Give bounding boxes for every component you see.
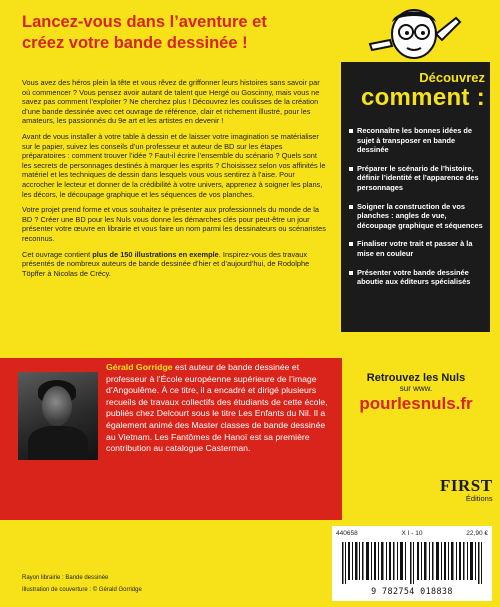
back-cover-description — [22, 78, 328, 284]
paragraph-steps: Avant de vous installer à votre table à dessin et de laisser votre imagination se matérialiser sur le papier, suivez les conseils d’un professeur et auteur de BD sur les étapes préparatoires : comment trouver l’idée ? Faut-il écrire l’ensemble du scénario ? Quels sont les secrets de personnages destinés à marquer les esprits ? Choisissez selon vos affinités le matériel et les techniques de dessin dans lesquels vous vous sentirez à l’aise. Pour accrocher le lecteur et donner de la crédibilité à votre univers, apprenez à soigner les plans, les décors, le découpage graphique et les séquences de vos planches. — [22, 131, 326, 199]
footer-rayon: Rayon librairie : Bande dessinée — [22, 575, 109, 581]
headline-line-1: Lancez-vous dans l’aventure et — [22, 13, 267, 31]
contents-pre: Cet ouvrage contient — [22, 249, 93, 259]
decouvrez-panel — [341, 62, 490, 332]
nuls-website: pourlesnuls.fr — [359, 394, 473, 413]
barcode — [332, 526, 492, 601]
author-name: Gérald Gorridge — [106, 362, 173, 372]
barcode-mid: X I - 10 — [401, 530, 423, 537]
paragraph-project: Votre projet prend forme et vous souhaitez le présenter aux professionnels du monde de la BD ? Créer une BD pour les Nuls vous donne les démarches clés pour peut-être un jour présenter votre œuvre en librairie et vous faire un nom parmi les dessinateurs ou scénaristes reconnus. — [22, 205, 326, 243]
isbn-number: 9 782754 018838 — [371, 586, 453, 596]
author-section — [0, 358, 342, 520]
barcode-bars-icon — [340, 542, 484, 584]
feature-list — [347, 126, 485, 296]
publisher-sub: Éditions — [465, 494, 493, 503]
barcode-price: 22,90 € — [466, 530, 488, 537]
paragraph-intro: Vous avez des héros plein la tête et vous rêvez de griffonner leurs histoires sans savoir par où commencer ? Vous pensez avoir autant de talent que Hergé ou Goscinny, mais vous ne savez pas comment l’exploiter ? Ne cherchez plus ! Découvrez les coulisses de la création d’une bande dessinée avec cet ouvrage de référence, clair et richement illustré, pour les amateurs, les passionnés du 9e art et les artistes en devenir ! — [22, 78, 320, 126]
list-item: Préparer le scénario de l’histoire, définir l’identité et l’apparence des personnages — [347, 164, 485, 193]
footer-credit: Illustration de couverture : © Gérald Gorridge — [22, 587, 142, 593]
contents-post: . Inspirez-vous des travaux présentés de nombreux auteurs de bande dessinée d’hier et d’aujourd’hui, de Rodolphe Töpffer à Nicolas de Crécy. — [22, 249, 310, 278]
nuls-website-promo — [341, 372, 491, 414]
footer — [22, 572, 322, 596]
headline — [22, 12, 322, 54]
paragraph-contents — [22, 250, 328, 279]
author-portrait — [18, 372, 98, 460]
list-item: Reconnaître les bonnes idées de sujet à transposer en bande dessinée — [347, 126, 485, 155]
author-bio — [106, 362, 334, 455]
barcode-code: 440658 — [336, 530, 358, 537]
list-item: Finaliser votre trait et passer à la mise en couleur — [347, 239, 485, 258]
author-bio-text: est auteur de bande dessinée et professeur à l’École européenne supérieure de l’image d’Angoulême. À ce titre, il a encadré et dirigé plusieurs recueils de travaux collectifs des étudiants de cette école, publiés chez Delcourt sous le titre Les Enfants du Nil. Il a également animé des Master classes de bande dessinée au Vietnam. Les Fantômes de Hanoï est sa première contribution au catalogue Casterman. — [106, 362, 328, 454]
mascot-icon — [352, 4, 472, 66]
nuls-line-2: sur www. — [399, 384, 433, 393]
headline-line-2: créez votre bande dessinée ! — [22, 34, 248, 52]
panel-heading — [349, 70, 485, 111]
nuls-line-1: Retrouvez les Nuls — [366, 372, 466, 384]
list-item: Soigner la construction de vos planches : angles de vue, découpage graphique et séquences — [347, 202, 485, 231]
contents-highlight: plus de 150 illustrations en exemple — [92, 249, 219, 259]
barcode-header — [336, 530, 488, 537]
publisher-name: FIRST — [440, 476, 493, 495]
publisher-logo — [440, 476, 493, 503]
panel-kicker: Découvrez — [419, 70, 485, 85]
list-item: Présenter votre bande dessinée aboutie aux éditeurs spécialisés — [347, 268, 485, 287]
panel-title: comment : — [360, 84, 485, 111]
